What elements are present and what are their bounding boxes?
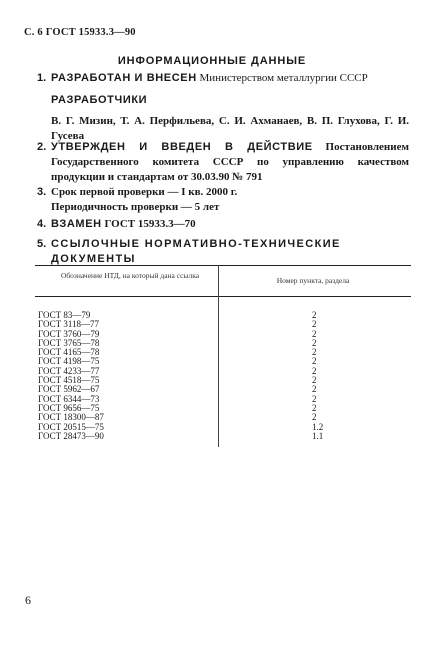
point-cell: 2	[312, 393, 317, 404]
point-cell: 2	[312, 365, 317, 376]
section-number: 1.	[37, 72, 47, 84]
point-cell: 2	[312, 402, 317, 413]
developers-list: В. Г. Мизин, Т. А. Перфильева, С. И. Ахманаев, В. П. Глухова, Г. И. Гусева	[51, 115, 409, 142]
point-cell: 2	[312, 347, 317, 358]
table-header-doc: Обозначение НТД, на который дана ссылка	[60, 271, 200, 280]
running-header: С. 6 ГОСТ 15933.3—90	[24, 27, 136, 38]
section-heading: ССЫЛОЧНЫЕ НОРМАТИВНО-ТЕХНИЧЕСКИЕ ДОКУМЕНТЫ	[51, 238, 341, 265]
doc-cell: ГОСТ 3765—78	[38, 337, 100, 348]
table-top-rule	[35, 265, 411, 266]
doc-cell: ГОСТ 83—79	[38, 310, 91, 320]
table-header-point: Номер пункта, раздела	[276, 276, 350, 285]
point-cell: 2	[312, 319, 317, 330]
point-cell: 2	[312, 412, 317, 423]
section-3	[37, 185, 409, 215]
section-text: ГОСТ 15933.3—70	[104, 218, 196, 230]
section-1	[37, 71, 409, 86]
point-cell: 1.1	[312, 430, 324, 441]
point-cell: 1.2	[312, 421, 324, 432]
doc-cell: ГОСТ 18300—87	[38, 412, 104, 423]
section-number: 2.	[37, 141, 47, 153]
point-cell: 2	[312, 384, 317, 395]
developers-heading: РАЗРАБОТЧИКИ	[51, 94, 148, 106]
point-cell: 2	[312, 356, 317, 367]
point-cell: 2	[312, 310, 317, 320]
doc-cell: ГОСТ 4198—75	[38, 356, 100, 367]
table-row	[38, 432, 418, 441]
section-number: 4.	[37, 218, 47, 230]
section-1-developers	[37, 93, 409, 108]
section-text: Постановлением Государственного комитета СССР по управлению качеством продукции и стандартам от 30.03.90 № 791	[51, 141, 409, 183]
doc-cell: ГОСТ 3760—79	[38, 328, 100, 339]
section-heading: РАЗРАБОТАН И ВНЕСЕН	[51, 72, 197, 84]
section-4	[37, 217, 409, 232]
section-heading: УТВЕРЖДЕН И ВВЕДЕН В ДЕЙСТВИЕ	[51, 141, 313, 153]
page-number: 6	[25, 593, 31, 607]
doc-cell: ГОСТ 28473—90	[38, 430, 104, 441]
doc-cell: ГОСТ 4518—75	[38, 375, 100, 386]
doc-cell: ГОСТ 5962—67	[38, 384, 100, 395]
check-periodicity: Периодичность проверки — 5 лет	[51, 201, 220, 213]
section-text: Министерством металлургии СССР	[199, 72, 368, 84]
point-cell: 2	[312, 337, 317, 348]
point-cell: 2	[312, 375, 317, 386]
table-body	[38, 311, 418, 441]
doc-cell: ГОСТ 3118—77	[38, 319, 100, 330]
section-number: 3.	[37, 186, 47, 198]
doc-cell: ГОСТ 6344—73	[38, 393, 100, 404]
table-header-rule	[35, 296, 411, 297]
section-number: 5.	[37, 238, 47, 250]
doc-cell: ГОСТ 4233—77	[38, 365, 100, 376]
section-5	[37, 237, 409, 267]
first-check-term: Срок первой проверки — I кв. 2000 г.	[51, 186, 238, 198]
section-2	[37, 140, 409, 185]
page-title: ИНФОРМАЦИОННЫЕ ДАННЫЕ	[117, 55, 307, 67]
doc-cell: ГОСТ 9656—75	[38, 402, 100, 413]
point-cell: 2	[312, 328, 317, 339]
section-heading: ВЗАМЕН	[51, 218, 102, 230]
doc-cell: ГОСТ 4165—78	[38, 347, 100, 358]
doc-cell: ГОСТ 20515—75	[38, 421, 104, 432]
